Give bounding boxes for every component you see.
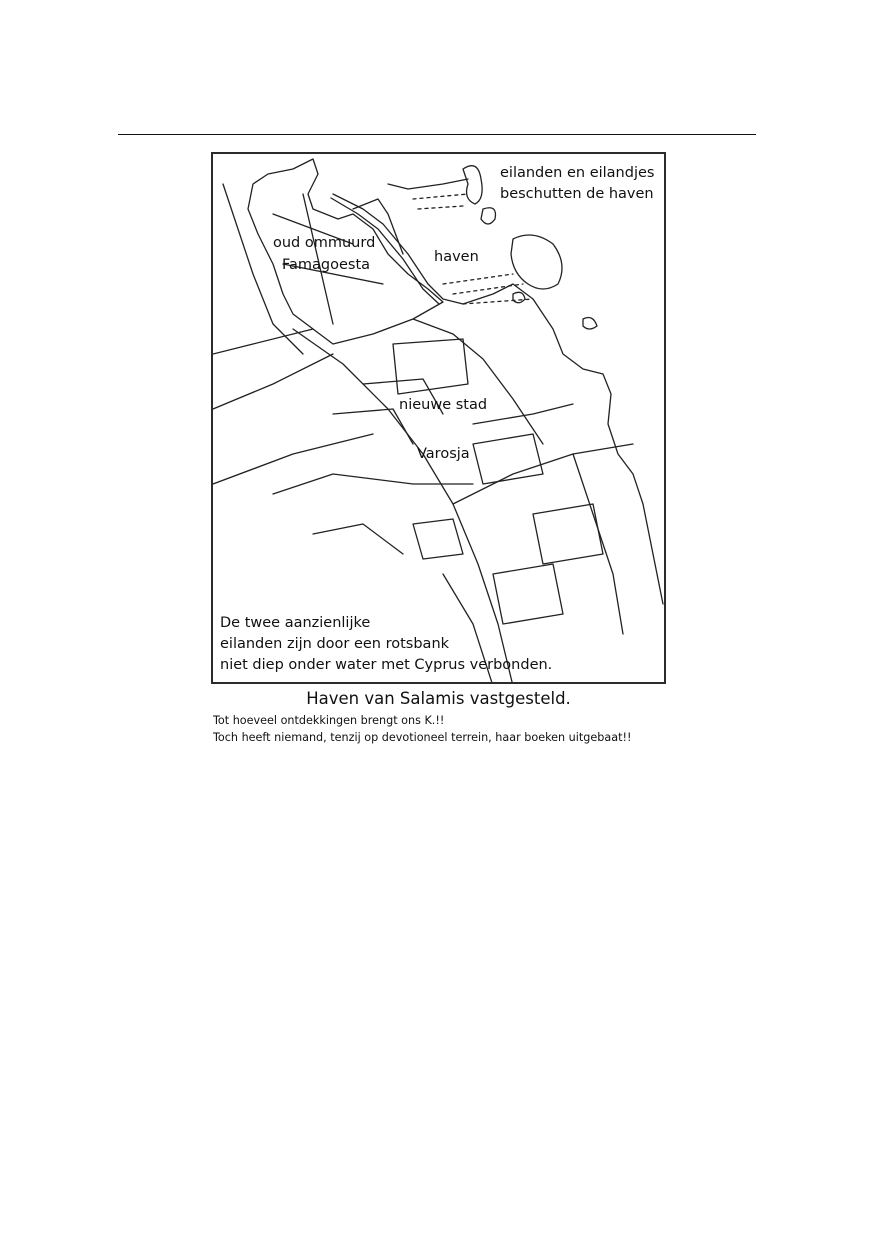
lot-5 [493, 564, 563, 624]
label-islands-line-2: beschutten de haven [500, 186, 654, 202]
road-southwest [213, 354, 333, 409]
label-reef-line-3: niet diep onder water met Cyprus verbonden. [220, 657, 553, 673]
label-old-town-line-1: oud ommuurd [273, 235, 376, 251]
label-reef-line-2: eilanden zijn door een rotsbank [220, 636, 450, 652]
island-tiny-2 [583, 318, 597, 329]
label-harbor: haven [434, 249, 479, 265]
map-caption: Haven van Salamis vastgesteld. [306, 689, 571, 708]
island-tiny-1 [513, 292, 525, 302]
road-south [273, 474, 473, 494]
island-east [511, 235, 562, 289]
coastline [333, 194, 663, 604]
top-rule [118, 134, 756, 135]
note-line-2: Toch heeft niemand, tenzij op devotioneel terrein, haar boeken uitgebaat!! [213, 731, 632, 744]
lot-3 [413, 519, 463, 559]
street-c [573, 454, 623, 634]
road-west [213, 329, 313, 354]
label-islands-line-1: eilanden en eilandjes [500, 165, 655, 181]
label-old-town-line-2: Famagoesta [282, 257, 371, 273]
label-varosja: Varosja [417, 446, 470, 462]
sketch-map [211, 152, 666, 684]
harbor-quay [388, 179, 468, 189]
label-new-town: nieuwe stad [399, 397, 488, 413]
note-line-1: Tot hoeveel ontdekkingen brengt ons K.!! [213, 714, 445, 727]
road-coast [413, 319, 543, 444]
street-e [313, 524, 403, 554]
island-small [481, 208, 496, 224]
island-north [463, 166, 482, 204]
label-reef-line-1: De twee aanzienlijke [220, 615, 371, 631]
lot-1 [393, 339, 468, 394]
